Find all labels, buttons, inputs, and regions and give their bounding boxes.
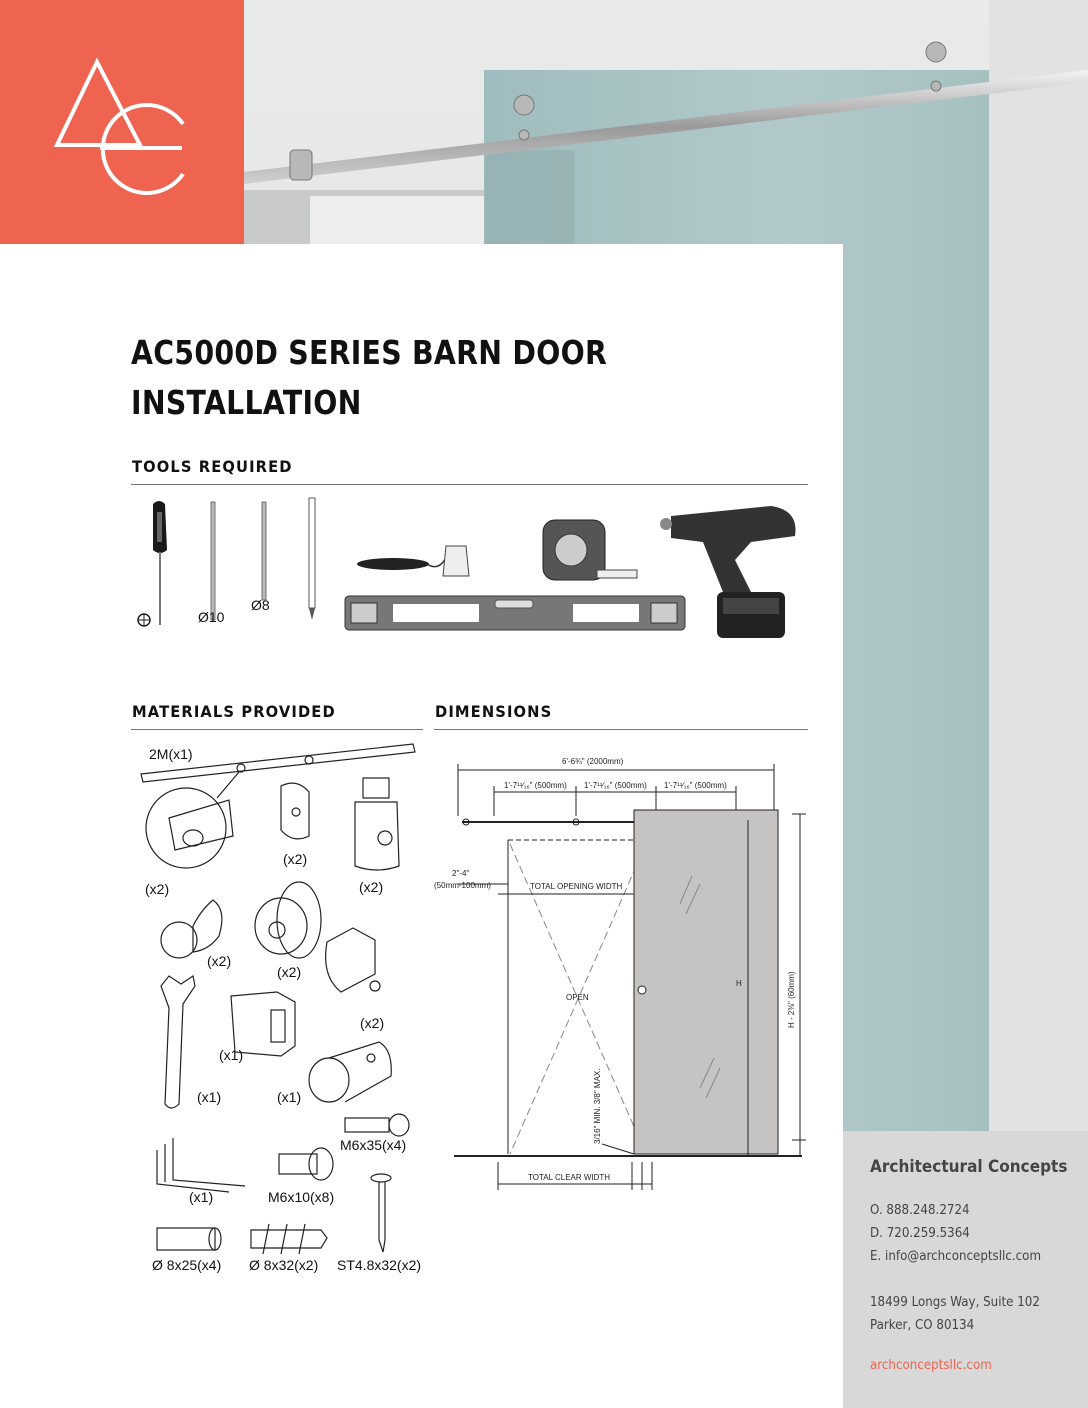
chalk-line-icon [357,546,469,576]
bolt-m6x35-part [345,1114,409,1136]
qty-label: M6x10(x8) [268,1189,335,1205]
height-total-dim: H - 2⅜" (60mm) [787,971,796,1028]
roller-wheel-part [255,882,321,958]
title-line-2: INSTALLATION [131,383,362,422]
hex-keys-part [157,1138,245,1192]
direct-phone[interactable]: D. 720.259.5364 [870,1225,970,1241]
title-line-1: AC5000D SERIES BARN DOOR [131,333,608,372]
qty-label: (x1) [277,1089,302,1105]
tape-measure-icon [543,520,637,580]
bit-8-label: Ø8 [251,597,270,613]
ac-triangle-circle-logo-icon [0,0,244,244]
company-name: Architectural Concepts [870,1157,1068,1177]
tools-illustration [131,490,808,650]
spacer-part [355,778,399,870]
qty-label: (x2) [145,881,170,897]
rail-label: 2M(x1) [149,746,193,762]
tools-heading: TOOLS REQUIRED [132,457,293,476]
overall-width-dim: 6'-6¾" (2000mm) [562,757,624,766]
door-knob-part [309,1042,391,1102]
height-label: H [736,979,742,988]
offset-dim: 2"-4" [452,869,470,878]
qty-label: Ø 8x32(x2) [249,1257,319,1273]
qty-label: ST4.8x32(x2) [337,1257,422,1273]
screwdriver-icon [138,501,167,626]
dimensions-heading: DIMENSIONS [435,702,553,721]
dimensions-drawing [430,748,810,1198]
pencil-icon [309,498,315,620]
qty-label: (x1) [219,1047,244,1063]
website-link[interactable]: archconceptsllc.com [870,1357,992,1373]
floor-gap-dim: 3/16" MIN. 3/8" MAX. [593,1068,602,1144]
qty-label: M6x35(x4) [340,1137,407,1153]
bolt-m6x10-part [279,1148,333,1180]
qty-label: Ø 8x25(x4) [152,1257,222,1273]
qty-label: (x2) [360,1015,385,1031]
office-phone[interactable]: O. 888.248.2724 [870,1202,970,1218]
total-clear-width-label: TOTAL CLEAR WIDTH [528,1173,611,1182]
bit-10-label: Ø10 [198,609,225,625]
rail-detail-part [146,772,239,868]
washer-part [281,783,309,839]
spirit-level-icon [345,596,685,630]
qty-label: (x2) [283,851,308,867]
rail-segment-dim: 1'-7¹¹⁄₁₆" (500mm) [584,781,647,790]
door-bracket-part [326,928,380,992]
stopper-knob-part [161,900,222,958]
qty-label: (x1) [189,1189,214,1205]
address-line-2: Parker, CO 80134 [870,1317,975,1333]
materials-heading: MATERIALS PROVIDED [132,702,336,721]
open-label: OPEN [566,993,589,1002]
anchor-8x32-part [251,1224,327,1254]
qty-label: (x1) [197,1089,222,1105]
anchor-8x25-part [157,1228,221,1250]
email-link[interactable]: E. info@archconceptsllc.com [870,1248,1042,1264]
qty-label: (x2) [207,953,232,969]
brand-logo-block [0,0,244,244]
wood-screw-part [371,1174,391,1252]
qty-label: (x2) [277,964,302,980]
address-line-1: 18499 Longs Way, Suite 102 [870,1294,1040,1310]
page-title [131,328,681,428]
offset-mm-dim: (50mm-100mm) [434,881,491,890]
spanner-wrench-part [161,976,195,1108]
tools-divider [131,484,808,485]
dimensions-divider [434,729,808,730]
qty-label: (x2) [359,879,384,895]
total-opening-width-label: TOTAL OPENING WIDTH [530,882,623,891]
rail-segment-dim: 1'-7¹¹⁄₁₆" (500mm) [504,781,567,790]
materials-illustration [131,740,431,1280]
rail-segment-dim: 1'-7¹¹⁄₁₆" (500mm) [664,781,727,790]
materials-divider [131,729,423,730]
